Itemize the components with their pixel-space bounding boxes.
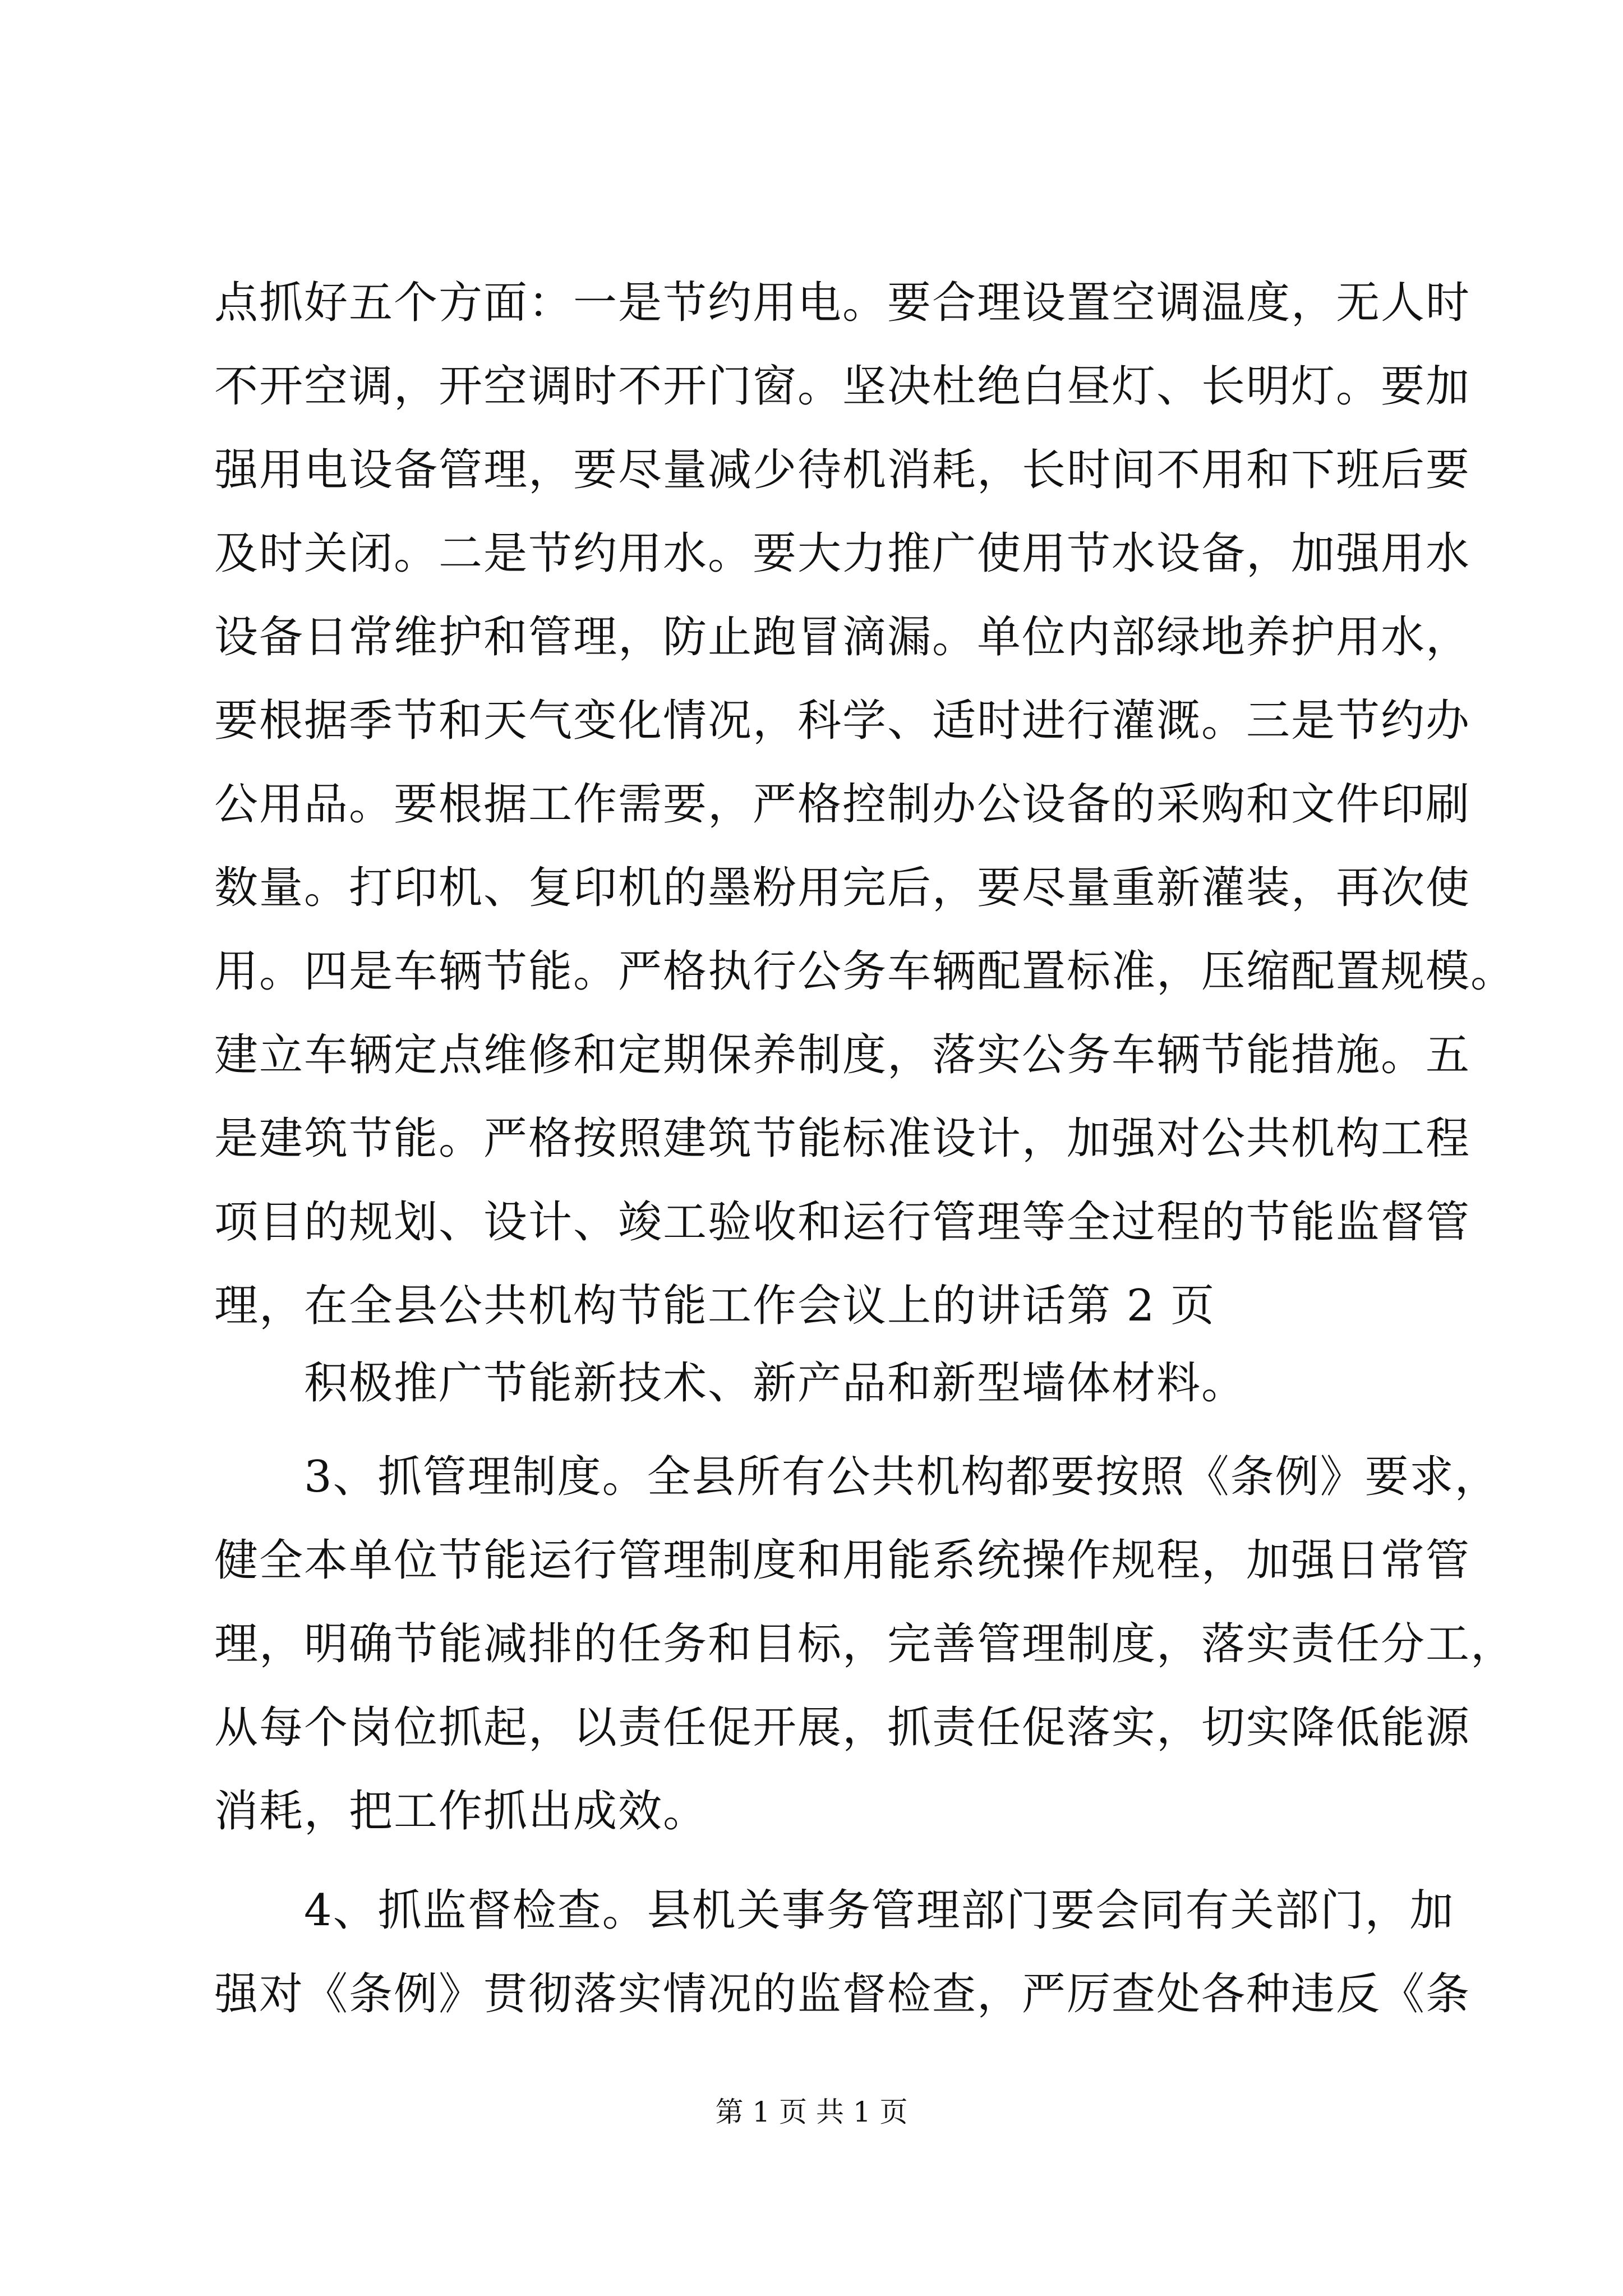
text-line: 不开空调，开空调时不开门窗。坚决杜绝白昼灯、长明灯。要加 <box>214 361 1471 412</box>
text-line: 用。四是车辆节能。严格执行公务车辆配置标准，压缩配置规模。 <box>214 946 1516 997</box>
text-line: 是建筑节能。严格按照建筑节能标准设计，加强对公共机构工程 <box>214 1114 1471 1164</box>
text-line: 建立车辆定点维修和定期保养制度，落实公务车辆节能措施。五 <box>214 1030 1471 1080</box>
text-line: 强对《条例》贯彻落实情况的监督检查，严厉查处各种违反《条 <box>214 1969 1471 2019</box>
text-line: 理，在全县公共机构节能工作会议上的讲话第 2 页 <box>214 1281 1216 1331</box>
text-line: 强用电设备管理，要尽量减少待机消耗，长时间不用和下班后要 <box>214 445 1471 495</box>
text-line: 公用品。要根据工作需要，严格控制办公设备的采购和文件印刷 <box>214 779 1471 830</box>
text-line: 数量。打印机、复印机的墨粉用完后，要尽量重新灌装，再次使 <box>214 863 1471 913</box>
page-footer: 第 1 页 共 1 页 <box>715 2096 908 2128</box>
text-line: 理，明确节能减排的任务和目标，完善管理制度，落实责任分工， <box>214 1619 1516 1669</box>
text-line: 点抓好五个方面：一是节约用电。要合理设置空调温度，无人时 <box>214 278 1471 328</box>
text-line: 消耗，把工作抓出成效。 <box>214 1786 708 1837</box>
text-line: 及时关闭。二是节约用水。要大力推广使用节水设备，加强用水 <box>214 528 1471 579</box>
text-line: 要根据季节和天气变化情况，科学、适时进行灌溉。三是节约办 <box>214 696 1471 746</box>
text-line: 积极推广节能新技术、新产品和新型墙体材料。 <box>214 1358 1247 1409</box>
text-line: 3、抓管理制度。全县所有公共机构都要按照《条例》要求， <box>214 1452 1500 1502</box>
text-line: 4、抓监督检查。县机关事务管理部门要会同有关部门，加 <box>214 1885 1455 1936</box>
text-line: 健全本单位节能运行管理制度和用能系统操作规程，加强日常管 <box>214 1535 1471 1586</box>
text-line: 从每个岗位抓起，以责任促开展，抓责任促落实，切实降低能源 <box>214 1703 1471 1753</box>
text-line: 项目的规划、设计、竣工验收和运行管理等全过程的节能监督管 <box>214 1197 1471 1248</box>
text-line: 设备日常维护和管理，防止跑冒滴漏。单位内部绿地养护用水， <box>214 612 1471 662</box>
